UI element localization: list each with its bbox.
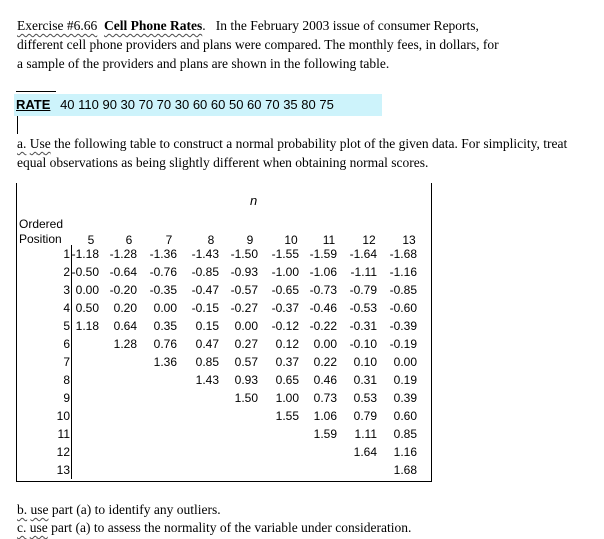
- ordered-position: 10: [17, 407, 72, 425]
- table-cell: 1.68: [393, 463, 417, 477]
- table-cell: 0.85: [195, 355, 219, 369]
- column-header: 5: [87, 233, 95, 247]
- table-cell: -1.59: [309, 247, 337, 261]
- table-cell: -1.16: [389, 265, 417, 279]
- table-cell: 1.00: [275, 391, 299, 405]
- part-a-question: [17, 134, 587, 172]
- ordered-position: 8: [17, 371, 72, 389]
- table-cell: -0.50: [71, 265, 99, 279]
- column-header: 12: [362, 233, 376, 247]
- table-cell: -1.43: [191, 247, 219, 261]
- table-cell: -1.00: [271, 265, 299, 279]
- part-c-question: [17, 518, 597, 537]
- table-cell: 1.28: [113, 337, 137, 351]
- table-cell: -0.85: [191, 265, 219, 279]
- table-cell: -0.64: [109, 265, 137, 279]
- table-cell: -0.53: [349, 301, 377, 315]
- table-cell: 0.85: [393, 427, 417, 441]
- table-cell: 1.18: [75, 319, 99, 333]
- table-cell: 0.00: [234, 319, 258, 333]
- table-cell: -0.39: [389, 319, 417, 333]
- table-cell: -0.35: [149, 283, 177, 297]
- column-header: 8: [207, 233, 215, 247]
- column-header: 11: [322, 233, 336, 247]
- table-cell: 0.73: [313, 391, 337, 405]
- table-cell: 1.64: [353, 445, 377, 459]
- table-cell: 0.31: [353, 373, 377, 387]
- table-cell: -0.31: [349, 319, 377, 333]
- ordered-position: 2: [17, 263, 72, 281]
- table-cell: 1.36: [153, 355, 177, 369]
- ordered-position: 9: [17, 389, 72, 407]
- ordered-position: 7: [17, 353, 72, 371]
- column-header: 13: [402, 233, 416, 247]
- table-cell: 0.00: [75, 283, 99, 297]
- table-cell: 0.00: [153, 301, 177, 315]
- part-c-text: part (a) to assess the normality of the variable under consideration.: [51, 520, 412, 535]
- table-cell: 0.47: [195, 337, 219, 351]
- exercise-intro: Exercise #6.66 Cell Phone Rates. In the February 2003 issue of consumer Reports, different cell phone providers and plans were compared. The monthly fees, in dollars, for a sample of the providers and plans are shown in the following table.: [17, 18, 499, 71]
- table-cell: 0.57: [234, 355, 258, 369]
- horizontal-rule: [16, 91, 56, 92]
- table-cell: 1.55: [275, 409, 299, 423]
- part-b-word: use: [30, 502, 49, 517]
- table-cell: 0.50: [75, 301, 99, 315]
- table-cell: -1.68: [389, 247, 417, 261]
- table-cell: 0.20: [113, 301, 137, 315]
- column-header: 7: [165, 233, 173, 247]
- table-cell: 0.53: [353, 391, 377, 405]
- ordered-position: 11: [17, 425, 72, 443]
- table-cell: -1.36: [149, 247, 177, 261]
- table-cell: 1.16: [393, 445, 417, 459]
- table-cell: 0.19: [393, 373, 417, 387]
- table-cell: -0.46: [309, 301, 337, 315]
- table-cell: 1.11: [354, 427, 377, 441]
- table-cell: -0.85: [389, 283, 417, 297]
- n-label: n: [250, 193, 258, 208]
- table-cell: -0.15: [191, 301, 219, 315]
- ordered-position: 12: [17, 443, 72, 461]
- row-header-line-2: Position: [19, 232, 62, 246]
- table-cell: 0.46: [313, 373, 337, 387]
- table-cell: -1.11: [350, 265, 377, 279]
- table-cell: 0.37: [275, 355, 299, 369]
- part-c-word: use: [29, 520, 48, 535]
- table-cell: 0.12: [275, 337, 299, 351]
- table-cell: 1.43: [195, 373, 219, 387]
- part-a-word: Use: [29, 136, 51, 151]
- table-cell: -0.73: [309, 283, 337, 297]
- intro-line-3: a sample of the providers and plans are shown in the following table.: [17, 56, 390, 71]
- column-header: 6: [125, 233, 133, 247]
- table-cell: 1.59: [313, 427, 337, 441]
- table-cell: 0.79: [353, 409, 377, 423]
- part-a-letter: a.: [17, 136, 27, 151]
- part-b-question: [17, 500, 597, 519]
- column-header: 9: [246, 233, 254, 247]
- table-cell: -1.18: [71, 247, 99, 261]
- table-cell: -0.60: [389, 301, 417, 315]
- exercise-label: Exercise #6.66: [17, 18, 98, 33]
- table-cell: 0.60: [393, 409, 417, 423]
- column-header: 10: [284, 233, 298, 247]
- ordered-position: 6: [17, 335, 72, 353]
- rate-data-box: [14, 94, 382, 116]
- part-c-letter: c.: [17, 520, 27, 535]
- table-cell: -0.65: [271, 283, 299, 297]
- table-cell: -0.76: [149, 265, 177, 279]
- table-cell: 1.06: [313, 409, 337, 423]
- table-cell: -0.20: [109, 283, 137, 297]
- exercise-title: Cell Phone Rates: [103, 18, 203, 33]
- table-cell: 1.50: [234, 391, 258, 405]
- table-cell: -0.79: [349, 283, 377, 297]
- part-a-text: the following table to construct a normal probability plot of the given data. For simplicity, treat equal observations as being slightly different when obtaining normal scores.: [17, 136, 568, 170]
- part-b-letter: b.: [17, 502, 28, 517]
- row-header-line-1: Ordered: [19, 217, 64, 231]
- table-cell: -0.27: [230, 301, 258, 315]
- table-cell: -1.50: [230, 247, 258, 261]
- table-cell: -1.06: [309, 265, 337, 279]
- intro-line-1: In the February 2003 issue of consumer Reports,: [215, 18, 479, 33]
- table-cell: -0.12: [271, 319, 299, 333]
- table-cell: 0.00: [313, 337, 337, 351]
- table-cell: 0.15: [195, 319, 219, 333]
- text-cursor: [17, 116, 18, 134]
- table-cell: 0.39: [393, 391, 417, 405]
- intro-line-2: different cell phone providers and plans were compared. The monthly fees, in dollars, for: [17, 37, 499, 52]
- table-cell: 0.10: [353, 355, 377, 369]
- table-cell: 0.64: [113, 319, 137, 333]
- table-cell: -0.10: [349, 337, 377, 351]
- ordered-position: 1: [17, 245, 72, 263]
- table-cell: 0.35: [153, 319, 177, 333]
- table-cell: -0.47: [191, 283, 219, 297]
- rate-values: 40 110 90 30 70 70 30 60 60 50 60 70 35 80 75: [60, 97, 334, 112]
- table-cell: -0.37: [271, 301, 299, 315]
- ordered-position: 5: [17, 317, 72, 335]
- part-b-text: part (a) to identify any outliers.: [51, 502, 221, 517]
- normal-scores-table: [16, 183, 432, 482]
- ordered-position: 4: [17, 299, 72, 317]
- table-cell: 0.00: [393, 355, 417, 369]
- table-cell: -1.55: [271, 247, 299, 261]
- ordered-position: 3: [17, 281, 72, 299]
- table-cell: -0.57: [230, 283, 258, 297]
- rate-label: RATE: [16, 97, 51, 112]
- table-cell: -0.93: [230, 265, 258, 279]
- table-cell: 0.65: [275, 373, 299, 387]
- table-cell: -1.28: [109, 247, 137, 261]
- table-cell: -0.22: [309, 319, 337, 333]
- table-cell: 0.22: [313, 355, 337, 369]
- table-cell: 0.93: [234, 373, 258, 387]
- table-cell: -1.64: [349, 247, 377, 261]
- row-header: [19, 217, 63, 247]
- table-cell: -0.19: [389, 337, 417, 351]
- table-cell: 0.27: [234, 337, 258, 351]
- ordered-position: 13: [17, 461, 72, 479]
- table-cell: 0.76: [153, 337, 177, 351]
